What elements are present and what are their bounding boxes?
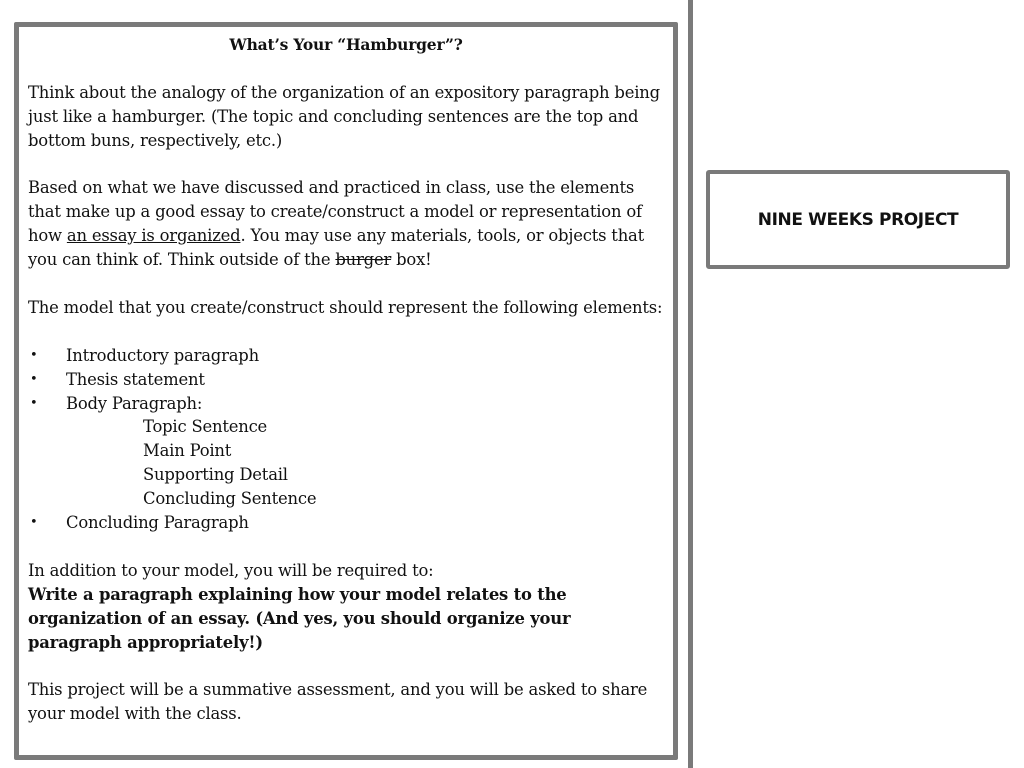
project-label-box	[706, 170, 1010, 269]
addition-lead: In addition to your model, you will be required to:	[28, 560, 434, 580]
handout-title: What’s Your “Hamburger”?	[229, 35, 463, 54]
instructions-paragraph	[28, 176, 664, 272]
sub-item: Main Point	[143, 441, 232, 461]
sub-item: Concluding Sentence	[143, 489, 317, 509]
bullet-icon: •	[30, 395, 38, 411]
list-item	[28, 368, 664, 392]
bullet-icon: •	[30, 515, 38, 531]
instructions-text-middle: . You may use any materials, tools, or objects that you can think of. Think outside of the	[28, 226, 645, 270]
addition-requirement: Write a paragraph explaining how your model relates to the organization of an essay. (And yes, you should organize your paragraph appropriately!)	[28, 584, 571, 652]
list-item	[28, 511, 664, 535]
bullet-icon: •	[30, 371, 38, 387]
vertical-divider	[688, 0, 693, 768]
instructions-text-before: Based on what we have discussed and practiced in class, use the elements that make up a good essay to create/construct a model or representation of how	[28, 178, 642, 246]
closing-paragraph: This project will be a summative assessment, and you will be asked to share your model with the class.	[28, 680, 648, 724]
struck-word: burger	[335, 250, 392, 270]
list-item-label: Thesis statement	[66, 369, 205, 389]
project-label: NINE WEEKS PROJECT	[757, 209, 959, 230]
elements-list	[28, 344, 664, 416]
sub-item: Topic Sentence	[143, 417, 268, 437]
instructions-text-after: box!	[391, 250, 432, 270]
sub-item: Supporting Detail	[143, 465, 288, 485]
list-item	[28, 392, 664, 416]
list-item-label: Concluding Paragraph	[66, 513, 249, 533]
list-item-label: Introductory paragraph	[66, 345, 259, 365]
elements-lead: The model that you create/construct should represent the following elements:	[28, 297, 663, 317]
bullet-icon: •	[30, 347, 38, 363]
elements-list-end	[28, 511, 664, 535]
list-item	[28, 344, 664, 368]
intro-paragraph: Think about the analogy of the organization of an expository paragraph being just like a hamburger. (The topic and concluding sentences are the top and bottom buns, respectively, etc.)	[28, 82, 660, 150]
handout-panel	[14, 22, 678, 760]
list-item-label: Body Paragraph:	[66, 393, 203, 413]
handout-content	[28, 33, 664, 726]
underlined-phrase: an essay is organized	[66, 226, 241, 246]
